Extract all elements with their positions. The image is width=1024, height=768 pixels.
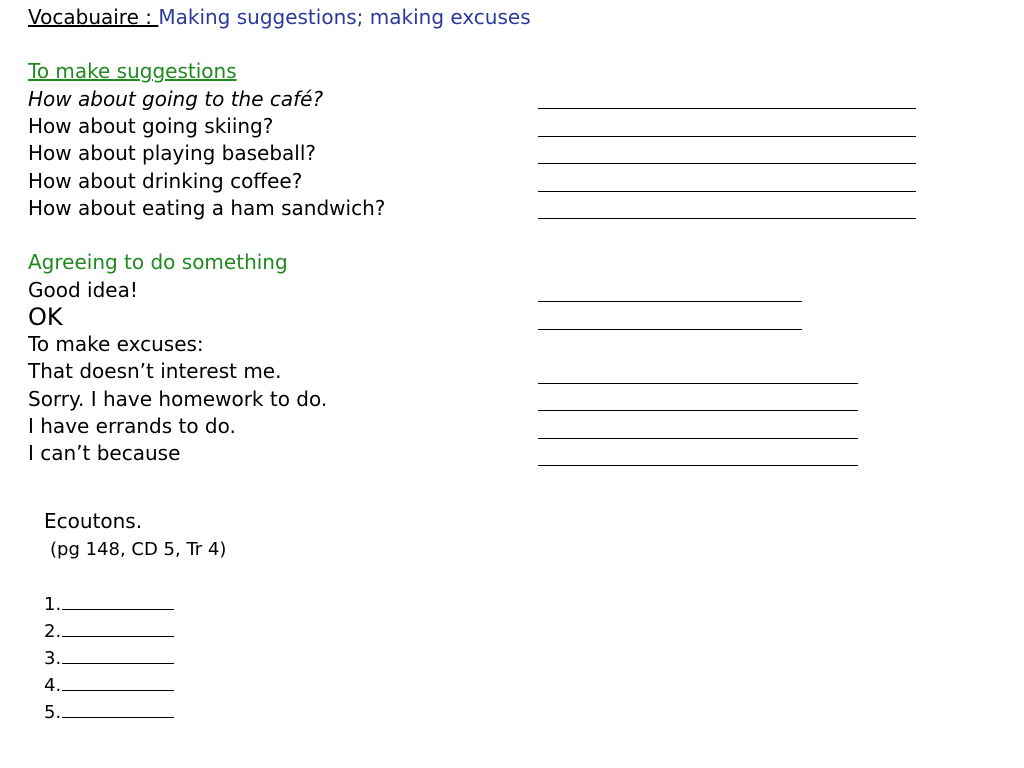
answer-blank[interactable] [538,438,858,439]
agreeing-heading: Agreeing to do something [28,250,288,274]
answer-blank[interactable] [538,329,802,330]
answer-blank[interactable] [538,465,858,466]
excuses-heading: To make excuses: [28,332,204,356]
listening-answer-blank[interactable] [62,699,174,718]
answer-blank[interactable] [538,136,916,137]
answer-blank[interactable] [538,191,916,192]
answer-blank[interactable] [538,410,858,411]
answer-number: 1. [44,594,62,615]
listening-answer-blank[interactable] [62,591,174,610]
answer-number: 2. [44,621,62,642]
excuse-item: Sorry. I have homework to do. [28,387,328,411]
suggestion-item: How about drinking coffee? [28,169,303,193]
agreeing-item: OK [28,303,63,331]
listening-reference: (pg 148, CD 5, Tr 4) [50,539,227,560]
suggestions-heading: To make suggestions [28,59,237,83]
agreeing-item: Good idea! [28,278,138,302]
title-text: Making suggestions; making excuses [158,5,531,29]
suggestion-item: How about going skiing? [28,114,274,138]
listening-answer-row [44,672,174,699]
listening-heading: Ecoutons. [44,509,143,533]
answer-blank[interactable] [538,301,802,302]
answer-blank[interactable] [538,163,916,164]
answer-blank[interactable] [538,383,858,384]
listening-answer-blank[interactable] [62,618,174,637]
title-label: Vocabuaire : [28,5,159,29]
excuse-item: I have errands to do. [28,414,236,438]
listening-answer-blank[interactable] [62,672,174,691]
answer-number: 3. [44,648,62,669]
listening-answer-blank[interactable] [62,645,174,664]
page-title [28,4,531,31]
answer-number: 5. [44,702,62,723]
excuse-item: That doesn’t interest me. [28,359,282,383]
listening-answer-row [44,699,174,726]
suggestion-item: How about eating a ham sandwich? [28,196,386,220]
suggestion-item: How about playing baseball? [28,141,317,165]
listening-answer-row [44,591,174,618]
answer-number: 4. [44,675,62,696]
listening-answer-row [44,618,174,645]
answer-blank[interactable] [538,108,916,109]
listening-answer-row [44,645,174,672]
suggestion-item: How about going to the café? [28,87,324,111]
answer-blank[interactable] [538,218,916,219]
excuse-item: I can’t because [28,441,181,465]
